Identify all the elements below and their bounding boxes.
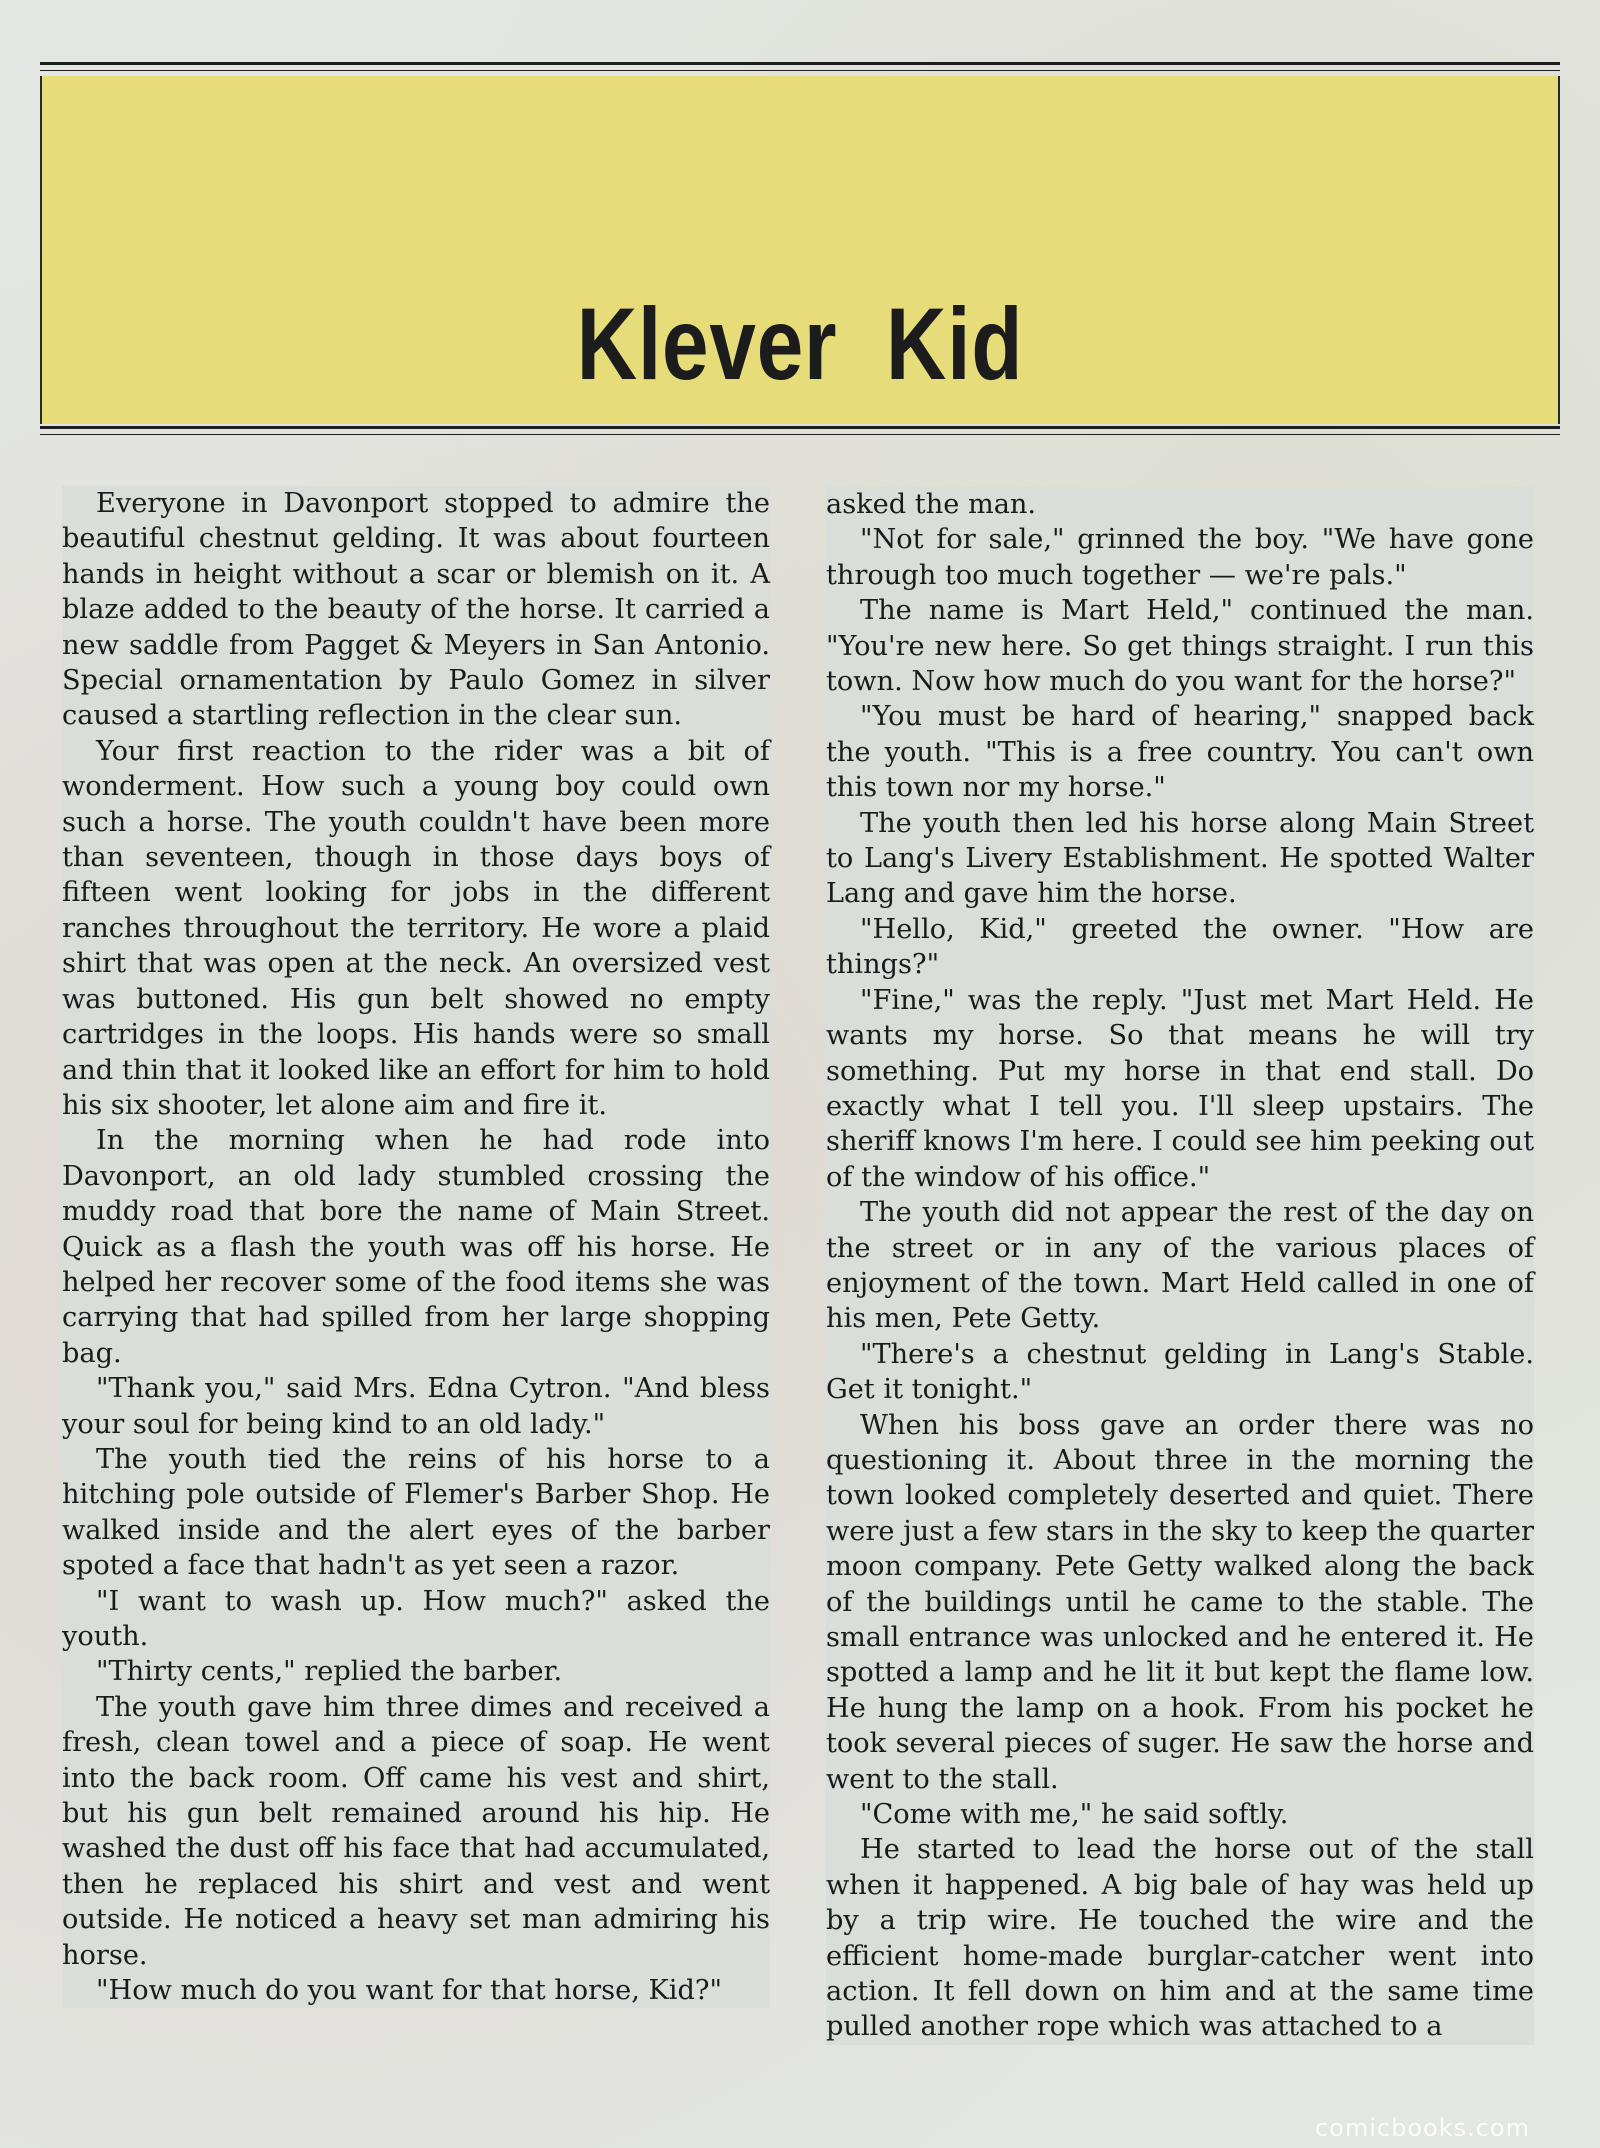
paragraph: "Thank you," said Mrs. Edna Cytron. "And bless your soul for being kind to an old lady.": [62, 1373, 770, 1440]
paragraph: "You must be hard of hearing," snapped back the youth. "This is a free country. You can't own this town nor my horse.": [826, 701, 1534, 804]
paragraph: The youth then led his horse along Main Street to Lang's Livery Establishment. He spotted Walter Lang and gave him the horse.: [826, 807, 1534, 910]
paragraph: When his boss gave an order there was no questioning it. About three in the morning the town looked completely deserted and quiet. There were just a few stars in the sky to keep the quarter moon company. Pete Getty walked along the back of the buildings until he came to the stable. The small entrance was unlocked and he entered it. He spotted a lamp and he lit it but kept the flame low. He hung the lamp on a hook. From his pocket he took several pieces of suger. He saw the horse and went to the stall.: [826, 1409, 1534, 1795]
page-title: Klever Kid: [576, 287, 1024, 401]
paragraph: "Hello, Kid," greeted the owner. "How are things?": [826, 913, 1534, 981]
paragraph: The youth gave him three dimes and received a fresh, clean towel and a piece of soap. He went into the back room. Off came his vest and shirt, but his gun belt remained around his hip. He washed the dust off his face that had accumulated, then he replaced his shirt and vest and went outside. He noticed a heavy set man admiring his horse.: [62, 1691, 770, 1971]
paragraph: "How much do you want for that horse, Kid?": [96, 1975, 722, 2007]
bottom-rule: [40, 426, 1560, 429]
title-banner: [40, 76, 1560, 424]
paragraph: "Thirty cents," replied the barber.: [96, 1656, 563, 1688]
paragraph: asked the man.: [826, 489, 1037, 520]
paragraph: "There's a chestnut gelding in Lang's Stable. Get it tonight.": [826, 1338, 1534, 1406]
top-rule-thin: [40, 70, 1560, 71]
left-column: [62, 486, 770, 2008]
watermark: comicbooks.com: [1314, 2114, 1530, 2142]
paragraph: "Fine," was the reply. "Just met Mart Held. He wants my horse. So that means he will try something. Put my horse in that end stall. Do exactly what I tell you. I'll sleep upstairs. The sheriff knows I'm here. I could see him peeking out of the window of his office.": [826, 984, 1534, 1193]
paragraph: The name is Mart Held," continued the man. "You're new here. So get things straight. I run this town. Now how much do you want for the horse?": [826, 595, 1534, 698]
paragraph: "Not for sale," grinned the boy. "We have gone through too much together — we're pals.": [826, 524, 1534, 591]
right-column: [826, 487, 1534, 2045]
paragraph: "Come with me," he said softly.: [860, 1799, 1289, 1831]
paragraph: In the morning when he had rode into Davonport, an old lady stumbled crossing the muddy road that bore the name of Main Street. Quick as a flash the youth was off his horse. He helped her recover some of the food items she was carrying that had spilled from her large shopping bag.: [62, 1125, 770, 1369]
top-rule: [40, 62, 1560, 65]
paragraph: The youth did not appear the rest of the day on the street or in any of the various places of enjoyment of the town. Mart Held called in one of his men, Pete Getty.: [826, 1197, 1534, 1335]
paragraph: Everyone in Davonport stopped to admire the beautiful chestnut gelding. It was about fourteen hands in height without a scar or blemish on it. A blaze added to the beauty of the horse. It carried a new saddle from Pagget & Meyers in San Antonio. Special ornamentation by Paulo Gomez in silver caused a startling reflection in the clear sun.: [62, 488, 770, 732]
paragraph: "I want to wash up. How much?" asked the youth.: [62, 1585, 770, 1652]
paragraph: He started to lead the horse out of the stall when it happened. A big bale of hay was held up by a trip wire. He touched the wire and the efficient home-made burglar-catcher went into action. It fell down on him and at the same time pulled another rope which was attached to a: [826, 1834, 1534, 2043]
paragraph: The youth tied the reins of his horse to a hitching pole outside of Flemer's Barber Shop. He walked inside and the alert eyes of the barber spoted a face that hadn't as yet seen a razor.: [62, 1443, 770, 1582]
bottom-rule-thin: [40, 434, 1560, 435]
paragraph: Your first reaction to the rider was a bit of wonderment. How such a young boy could own such a horse. The youth couldn't have been more than seventeen, though in those days boys of fifteen went looking for jobs in the different ranches throughout the territory. He wore a plaid shirt that was open at the neck. An oversized vest was buttoned. His gun belt showed no empty cartridges in the loops. His hands were so small and thin that it looked like an effort for him to hold his six shooter, let alone aim and fire it.: [62, 735, 770, 1121]
